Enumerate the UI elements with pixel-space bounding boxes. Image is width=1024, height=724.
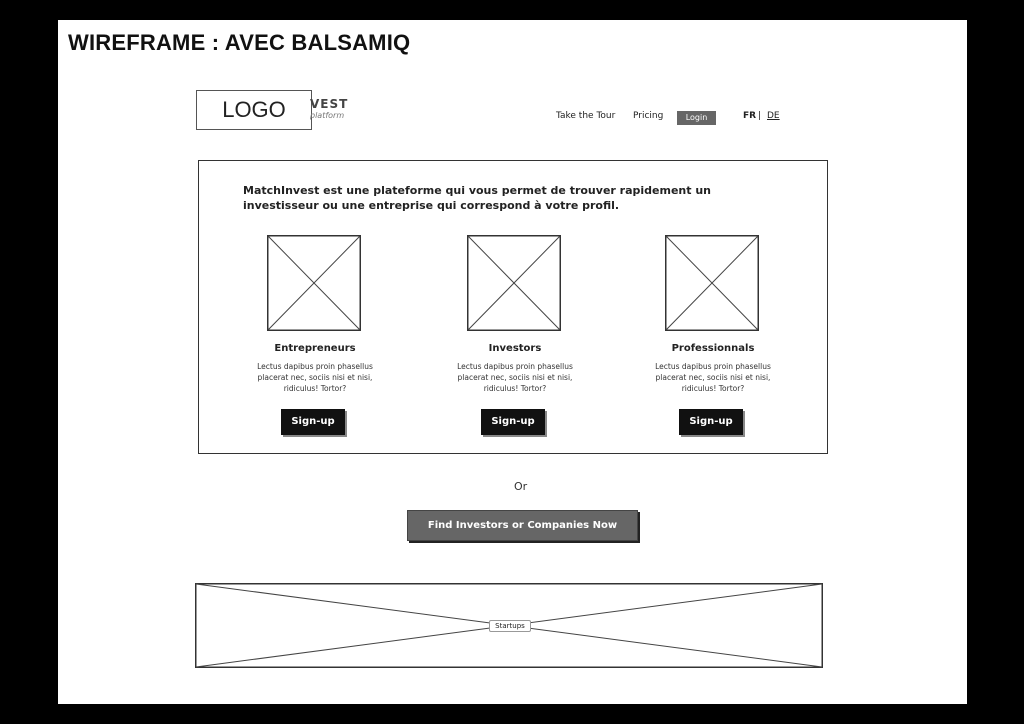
intro-text: MatchInvest est une plateforme qui vous permet de trouver rapidement un investisseur ou une entreprise qui correspond à votre profil. [243, 184, 711, 212]
signup-button[interactable]: Sign-up [281, 409, 345, 435]
signup-button[interactable]: Sign-up [481, 409, 545, 435]
card-title: Investors [488, 343, 542, 354]
image-placeholder-icon [665, 235, 759, 331]
startups-banner [195, 583, 823, 668]
card-title: Entrepreneurs [274, 343, 356, 354]
logo-wordmark-bottom: platform [310, 111, 345, 120]
slide [58, 20, 967, 704]
image-placeholder-icon [467, 235, 561, 331]
logo-wordmark [310, 98, 360, 121]
card-title: Professionnals [671, 343, 755, 354]
intro-panel [198, 160, 828, 454]
nav-pricing[interactable]: Pricing [633, 111, 664, 121]
card-description: Lectus dapibus proin phasellus placerat nec, sociis nisi et nisi, ridiculus! Tortor? [457, 362, 573, 393]
lang-fr[interactable]: FR [743, 111, 757, 121]
image-placeholder-icon [267, 235, 361, 331]
lang-separator: | [758, 111, 762, 121]
login-button[interactable]: Login [677, 111, 716, 125]
logo[interactable]: LOGO [196, 90, 312, 130]
lang-de[interactable]: DE [767, 111, 780, 121]
find-investors-button[interactable]: Find Investors or Companies Now [407, 510, 638, 541]
or-separator: Or [514, 480, 528, 493]
logo-wordmark-top: VEST [310, 97, 349, 111]
signup-button[interactable]: Sign-up [679, 409, 743, 435]
card-description: Lectus dapibus proin phasellus placerat nec, sociis nisi et nisi, ridiculus! Tortor? [655, 362, 771, 393]
card-description: Lectus dapibus proin phasellus placerat nec, sociis nisi et nisi, ridiculus! Tortor? [257, 362, 373, 393]
slide-title: WIREFRAME : AVEC BALSAMIQ [68, 30, 411, 55]
banner-label: Startups [489, 620, 531, 632]
nav-take-the-tour[interactable]: Take the Tour [556, 111, 616, 121]
